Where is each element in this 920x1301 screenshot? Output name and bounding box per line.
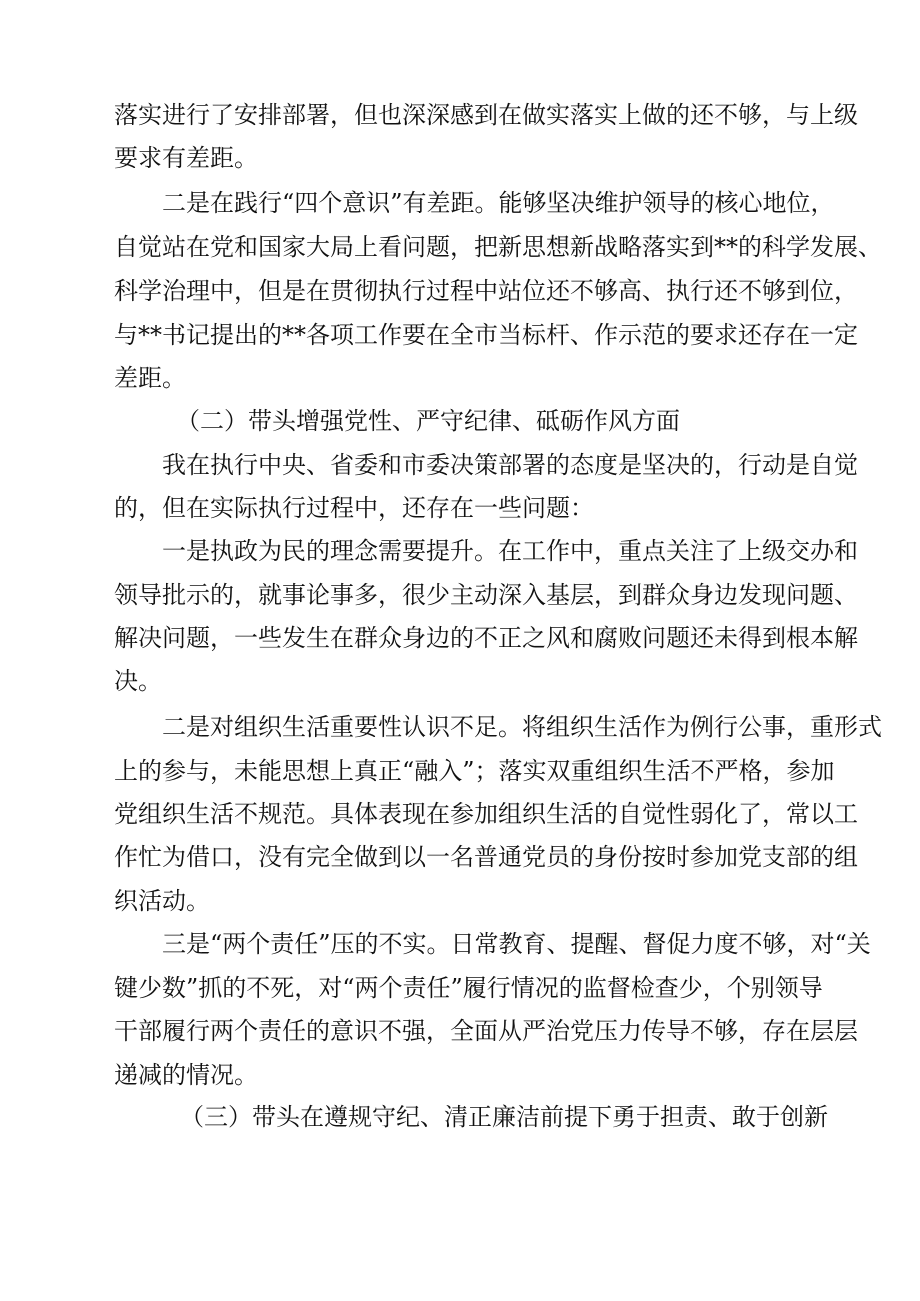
text-line: 的，但在实际执行过程中，还存在一些问题： bbox=[114, 494, 594, 522]
text-line: 一是执政为民的理念需要提升。在工作中，重点关注了上级交办和 bbox=[162, 537, 858, 565]
text-line: 二是在践行“四个意识”有差距。能够坚决维护领导的核心地位， bbox=[162, 189, 835, 217]
text-line: 差距。 bbox=[114, 364, 186, 392]
text-line: 自觉站在党和国家大局上看问题，把新思想新战略落实到**的科学发展、 bbox=[114, 233, 882, 261]
section-heading: （二）带头增强党性、严守纪律、砥砺作风方面 bbox=[176, 407, 680, 435]
text-line: 科学治理中，但是在贯彻执行过程中站位还不够高、执行还不够到位， bbox=[114, 277, 858, 305]
text-line: 键少数”抓的不死，对“两个责任”履行情况的监督检查少，个别领导 bbox=[114, 974, 823, 1002]
text-line: 织活动。 bbox=[114, 887, 210, 915]
text-line: 我在执行中央、省委和市委决策部署的态度是坚决的，行动是自觉 bbox=[162, 451, 858, 479]
text-line: 解决问题，一些发生在群众身边的不正之风和腐败问题还未得到根本解 bbox=[114, 624, 858, 652]
text-line: 干部履行两个责任的意识不强，全面从严治党压力传导不够，存在层层 bbox=[114, 1017, 858, 1045]
text-line: 作忙为借口，没有完全做到以一名普通党员的身份按时参加党支部的组 bbox=[114, 843, 858, 871]
text-line: 二是对组织生活重要性认识不足。将组织生活作为例行公事，重形式 bbox=[162, 713, 882, 741]
text-line: 要求有差距。 bbox=[114, 144, 258, 172]
text-line: 决。 bbox=[114, 667, 162, 695]
section-heading: （三）带头在遵规守纪、清正廉洁前提下勇于担责、敢于创新 bbox=[180, 1103, 828, 1131]
text-line: 三是“两个责任”压的不实。日常教育、提醒、督促力度不够，对“关 bbox=[162, 930, 871, 958]
text-line: 递减的情况。 bbox=[114, 1061, 258, 1089]
text-line: 上的参与，未能思想上真正“融入”；落实双重组织生活不严格，参加 bbox=[114, 757, 835, 785]
text-line: 与**书记提出的**各项工作要在全市当标杆、作示范的要求还存在一定 bbox=[114, 321, 858, 349]
text-line: 领导批示的，就事论事多，很少主动深入基层，到群众身边发现问题、 bbox=[114, 581, 858, 609]
text-line: 落实进行了安排部署，但也深深感到在做实落实上做的还不够，与上级 bbox=[114, 101, 858, 129]
text-line: 党组织生活不规范。具体表现在参加组织生活的自觉性弱化了，常以工 bbox=[114, 800, 858, 828]
